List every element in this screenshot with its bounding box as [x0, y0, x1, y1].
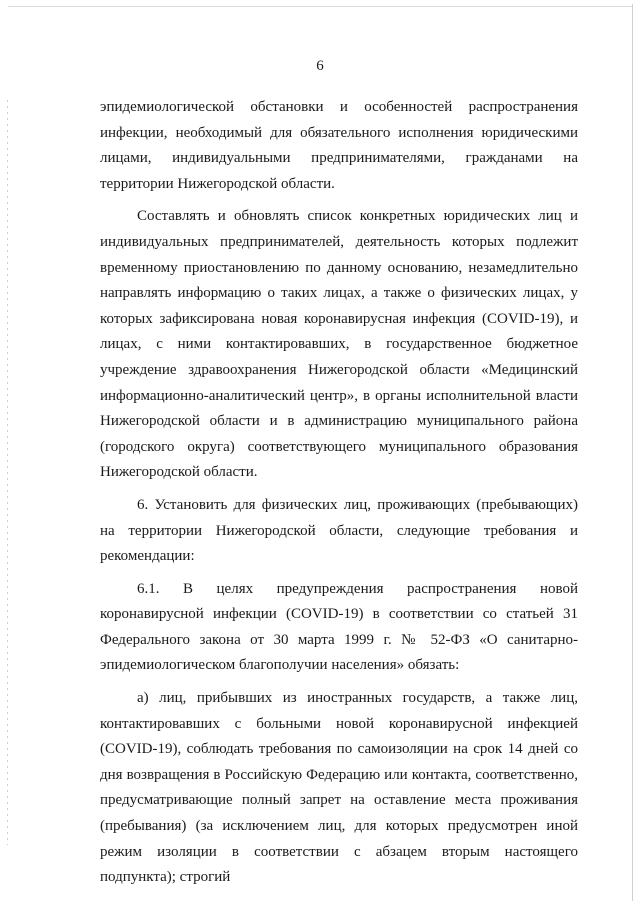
paragraph-list-update: Составлять и обновлять список конкретных юридических лиц и индивидуальных предпринимателей, деятельность которых подлежит временному приостановлению по данному основанию, незамедлительно направлять информацию о таких лицах, а также о физических лицах, у которых зафиксирована новая коронавирусная инфекция (COVID-19), и лицах, с ними контактировавших, в государственное бюджетное учреждение здравоохранения Нижегородской области «Медицинский информационно-аналитический центр», в органы исполнительной власти Нижегородской области и в администрацию муниципального района (городского округа) соответствующего муниципального образования Нижегородской области.	[100, 208, 578, 481]
paragraph-continuation: эпидемиологической обстановки и особенностей распространения инфекции, необходимый для обязательного исполнения юридическими лицами, индивидуальными предпринимателями, гражданами на территории Нижегородской области.	[100, 99, 578, 192]
page-number: 6	[316, 58, 324, 74]
scan-edge-right	[632, 4, 633, 901]
paragraph-subitem-a: а) лиц, прибывших из иностранных государств, а также лиц, контактировавших с больными новой коронавирусной инфекцией (COVID-19), соблюдать требования по самоизоляции на срок 14 дней со дня возвращения в Российскую Федерацию или контакта, соответственно, предусматривающие полный запрет на оставление места проживания (пребывания) (за исключением лиц, для которых предусмотрен иной режим изоляции в соответствии с абзацем вторым настоящего подпункта); строгий	[100, 690, 578, 886]
paragraph-item-6-1: 6.1. В целях предупреждения распространения новой коронавирусной инфекции (COVID-19) в соответствии со статьей 31 Федерального закона от 30 марта 1999 г. № 52-ФЗ «О санитарно-эпидемиологическом благополучии населения» обязать:	[100, 580, 578, 674]
document-body	[100, 95, 578, 898]
scan-edge-left	[7, 100, 8, 845]
paragraph-item-6: 6. Установить для физических лиц, проживающих (пребывающих) на территории Нижегородской области, следующие требования и рекомендации:	[100, 496, 578, 565]
scan-edge-top	[8, 6, 632, 7]
